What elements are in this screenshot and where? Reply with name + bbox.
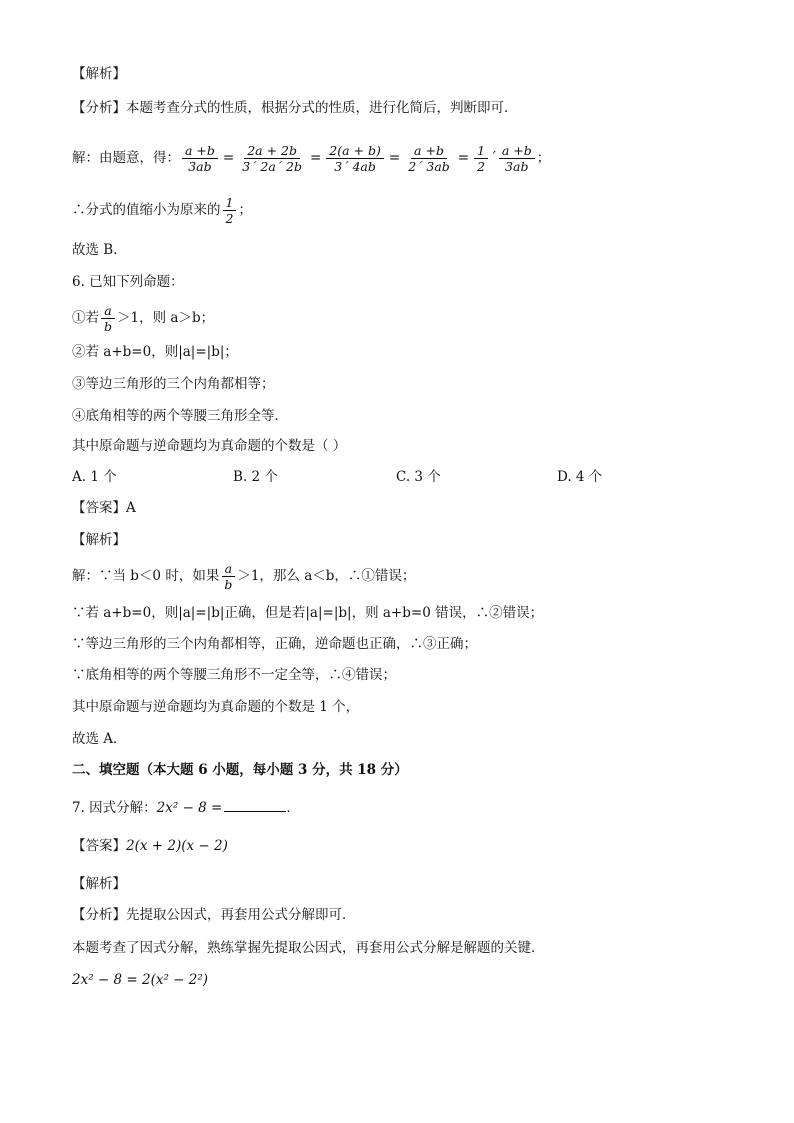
answer-7: 【答案】2(x + 2)(x − 2) (72, 838, 228, 854)
question-7: 7. 因式分解：2x² − 8 = ． (72, 797, 300, 818)
fraction-4: $\frac{a +b}{2´ 3ab}$ (408, 142, 450, 174)
analysis-heading: 【解析】 (72, 66, 126, 82)
analysis-text-3: 【分析】先提取公因式，再套用公式分解即可． (72, 907, 356, 923)
solution-prefix: 解：由题意，得： (72, 150, 180, 166)
fraction-3: $\frac{2(a + b)}{3´ 4ab}$ (326, 143, 384, 174)
option-c: C. 3 个 (396, 469, 441, 485)
fraction-a-b-2: $\frac{a}{b}$ (221, 561, 235, 592)
analysis-heading-3: 【解析】 (72, 876, 126, 892)
analysis-heading-2: 【解析】 (72, 532, 126, 548)
question-6: 6. 已知下列命题： (72, 274, 184, 290)
topic-note: 本题考查了因式分解，熟练掌握先提取公因式，再套用公式分解是解题的关键． (72, 940, 545, 956)
fraction-half: $\frac{1}{2}$ (223, 195, 237, 226)
solution-line-2: ∵若 a+b=0，则|a|=|b|正确，但是若|a|=|b|，则 a+b=0 错误，∴②错误； (72, 605, 544, 621)
fraction-5: $\frac{1}{2}$ (474, 143, 488, 174)
solution-line-3: ∵等边三角形的三个内角都相等，正确，逆命题也正确，∴③正确； (72, 636, 477, 652)
final-expression: 2x² − 8 = 2(x² − 2²) (72, 972, 209, 988)
therefore-line: ∴分式的值缩小为原来的 $\frac{1}{2}$ ； (72, 194, 252, 226)
proposition-2: ②若 a+b=0，则|a|=|b|； (72, 344, 238, 360)
option-d: D. 4 个 (557, 469, 603, 485)
proposition-4: ④底角相等的两个等腰三角形全等． (72, 408, 288, 424)
analysis-text: 【分析】本题考查分式的性质，根据分式的性质，进行化简后，判断即可． (72, 100, 518, 116)
option-a: A. 1 个 (72, 469, 117, 485)
choice-conclusion-2: 故选 A． (72, 731, 127, 747)
fraction-2: $\frac{2a + 2b}{3´ 2a´ 2b}$ (242, 142, 302, 174)
solution-line-1: 解：∵当 b＜0 时，如果 $\frac{a}{b}$ ＞1，那么 a＜b，∴①错误； (72, 560, 416, 592)
proposition-3: ③等边三角形的三个内角都相等； (72, 376, 275, 392)
option-b: B. 2 个 (233, 469, 278, 485)
fraction-6: $\frac{a +b}{3ab}$ (499, 143, 535, 174)
answer-6: 【答案】A (72, 500, 136, 516)
question-6-ask: 其中原命题与逆命题均为真命题的个数是（ ） (72, 438, 347, 454)
solution-line-4: ∵底角相等的两个等腰三角形不一定全等，∴④错误； (72, 667, 396, 683)
fraction-1: $\frac{a +b}{3ab}$ (182, 143, 218, 174)
fraction-a-b: $\frac{a}{b}$ (101, 303, 115, 334)
proposition-1: ①若 $\frac{a}{b}$ ＞1，则 a＞b； (72, 302, 215, 334)
section-heading: 二、填空题（本大题 6 小题，每小题 3 分，共 18 分） (72, 762, 408, 778)
solution-equation: 解：由题意，得： $\frac{a +b}{3ab}$ = $\frac{2a + 2b}{3´ 2a´ 2b}$ = $\frac{2(a + b)}{3´ 4ab}$ = $\frac{a +b}{2´ 3ab}$ = $\frac{1}{2}$ ´ $\frac{a +b}{3ab}$ ； (72, 142, 551, 174)
answer-blank (224, 797, 286, 812)
solution-line-5: 其中原命题与逆命题均为真命题的个数是 1 个， (72, 699, 360, 715)
choice-conclusion: 故选 B． (72, 242, 127, 258)
